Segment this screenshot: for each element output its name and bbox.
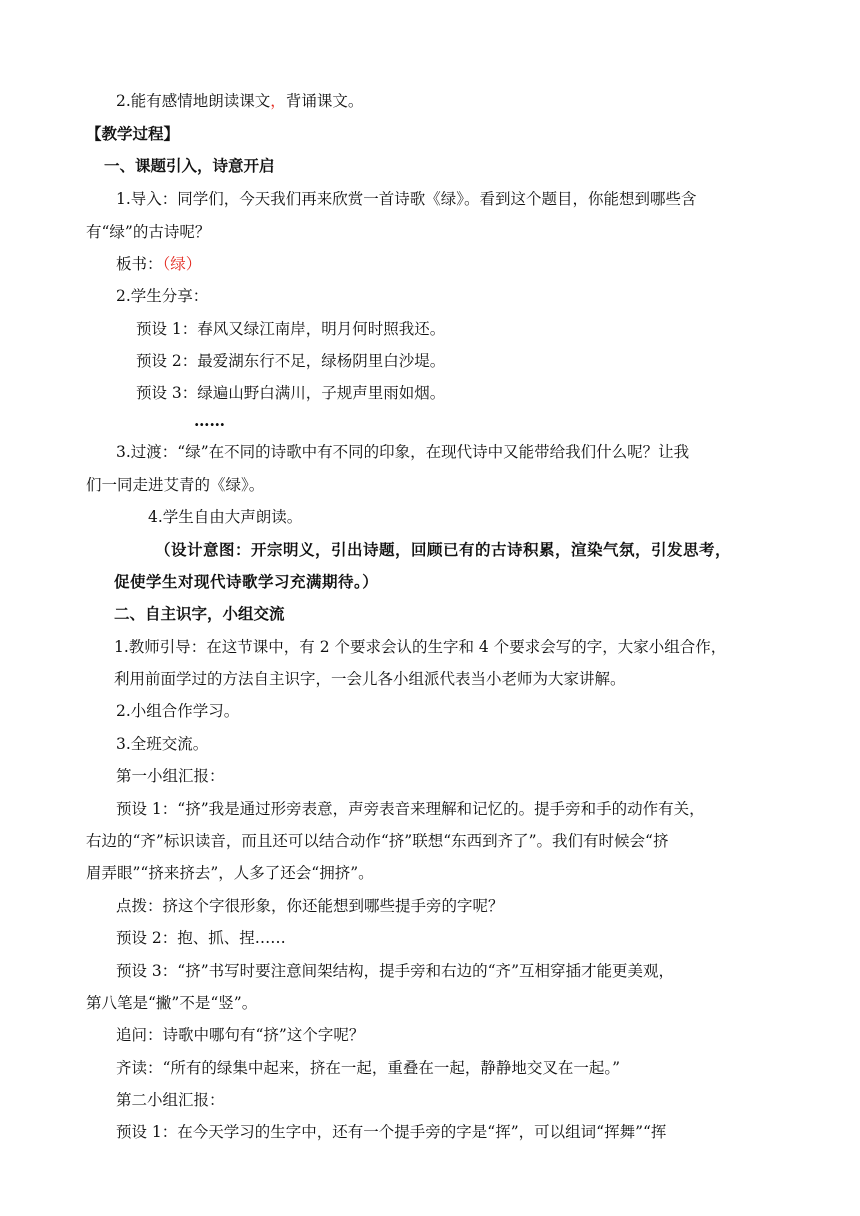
part2-title: 二、自主识字，小组交流	[114, 604, 285, 623]
part2-item2: 2.小组合作学习。	[116, 702, 240, 720]
part2-item1-line1: 1.教师引导：在这节课中，有 2 个要求会认的生字和 4 个要求会写的字，大家小组合作，	[114, 638, 727, 656]
part1-item2: 2.学生分享：	[116, 287, 209, 305]
g1-preset1-line1: 预设 1：“挤”我是通过形旁表意，声旁表音来理解和记忆的。提手旁和手的动作有关，	[116, 800, 705, 818]
g1-preset3-line1: 预设 3：“挤”书写时要注意间架结构，提手旁和右边的“齐”互相穿插才能更美观，	[116, 962, 674, 980]
board-writing	[116, 253, 201, 275]
ellipsis: ……	[194, 411, 225, 430]
hint: 点拨：挤这个字很形象，你还能想到哪些提手旁的字呢？	[116, 897, 504, 915]
group1-heading: 第一小组汇报：	[116, 767, 225, 785]
group2-heading: 第二小组汇报：	[116, 1091, 225, 1109]
design-intent-line2: 促使学生对现代诗歌学习充满期待。）	[114, 572, 379, 591]
part1-item3-line1: 3.过渡：“绿”在不同的诗歌中有不同的印象，在现代诗中又能带给我们什么呢？让我	[116, 443, 690, 461]
chorus-reading: 齐读：“所有的绿集中起来，挤在一起，重叠在一起，静静地交叉在一起。”	[116, 1059, 621, 1077]
part1-item1-line2: 有“绿”的古诗呢？	[86, 223, 211, 241]
part1-item1-line1: 1.导入：同学们，今天我们再来欣赏一首诗歌《绿》。看到这个题目，你能想到哪些含	[116, 190, 697, 208]
board-label: 板书：	[116, 255, 163, 273]
board-value: （绿）	[162, 255, 202, 273]
part2-item1-line2: 利用前面学过的方法自主识字，一会儿各小组派代表当小老师为大家讲解。	[114, 670, 626, 688]
g1-preset2: 预设 2：抱、抓、捏……	[116, 929, 286, 947]
design-intent-line1: （设计意图：开宗明义，引出诗题，回顾已有的古诗积累，渲染气氛，引发思考，	[155, 540, 732, 559]
followup-question: 追问：诗歌中哪句有“挤”这个字呢？	[116, 1026, 365, 1044]
preset-3: 预设 3：绿遍山野白满川，子规声里雨如烟。	[136, 384, 446, 402]
objective-text-a: 2.能有感情地朗读课文	[116, 92, 271, 110]
red-comma: ，	[270, 92, 286, 110]
g1-preset1-line3: 眉弄眼”“挤来挤去”，人多了还会“拥挤”。	[86, 864, 374, 882]
objective-text-b: 背诵课文。	[285, 92, 364, 110]
part1-item4: 4.学生自由大声朗读。	[148, 508, 303, 526]
preset-1: 预设 1：春风又绿江南岸，明月何时照我还。	[136, 320, 446, 338]
section-header: 【教学过程】	[86, 124, 180, 143]
objective-item-2	[116, 90, 363, 112]
part1-item3-line2: 们一同走进艾青的《绿》。	[86, 476, 265, 494]
g2-preset1-line1: 预设 1：在今天学习的生字中，还有一个提手旁的字是“挥”，可以组词“挥舞”“挥	[116, 1123, 667, 1141]
g1-preset1-line2: 右边的“齐”标识读音，而且还可以结合动作“挤”联想“东西到齐了”。我们有时候会“挤	[86, 832, 669, 850]
part2-item3: 3.全班交流。	[116, 735, 209, 753]
part1-title: 一、课题引入，诗意开启	[104, 156, 275, 175]
g1-preset3-line2: 第八笔是“撇”不是“竖”。	[86, 994, 258, 1012]
preset-2: 预设 2：最爱湖东行不足，绿杨阴里白沙堤。	[136, 352, 446, 370]
